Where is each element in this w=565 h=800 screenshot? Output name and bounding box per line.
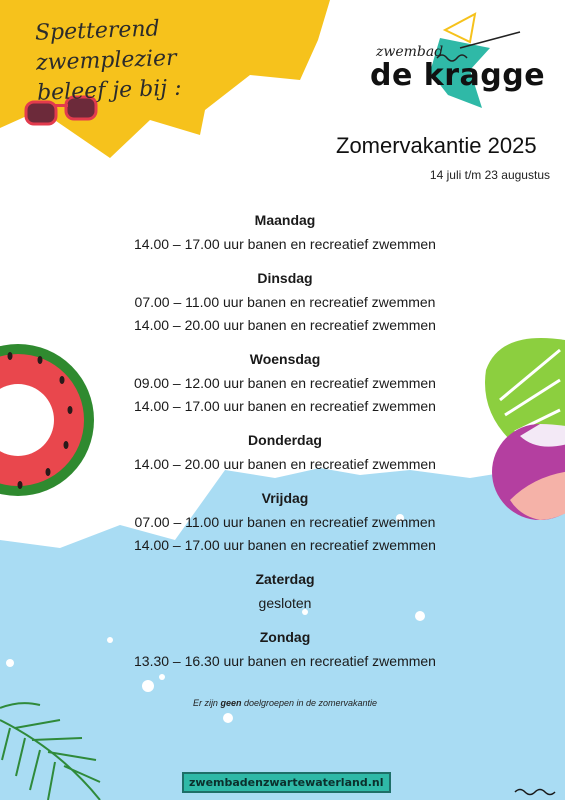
time-slot: 14.00 – 20.00 uur banen en recreatief zwemmen [134, 317, 436, 333]
schedule-day-thursday [0, 430, 565, 476]
footnote-emphasis: geen [220, 698, 242, 708]
schedule-day-saturday [0, 569, 565, 615]
schedule-day-friday [0, 488, 565, 557]
logo-main-text: de kragge [370, 58, 546, 93]
footnote-after: doelgroepen in de zomervakantie [241, 698, 378, 708]
time-slot: 14.00 – 17.00 uur banen en recreatief zwemmen [134, 236, 436, 252]
logo-small-text: zwembad [376, 44, 444, 60]
day-name: Dinsdag [257, 270, 313, 286]
website-link[interactable]: zwembadenzwartewaterland.nl [182, 772, 391, 793]
page-title: Zomervakantie 2025 [336, 133, 537, 158]
time-slot: 14.00 – 17.00 uur banen en recreatief zwemmen [134, 398, 436, 414]
time-slot: gesloten [258, 595, 312, 611]
schedule [0, 210, 565, 685]
tagline [35, 9, 308, 108]
schedule-day-tuesday [0, 268, 565, 337]
tagline-line-2: beleef je bij : [36, 75, 182, 106]
schedule-day-monday [0, 210, 565, 256]
time-slot: 13.30 – 16.30 uur banen en recreatief zwemmen [134, 653, 436, 669]
date-range: 14 juli t/m 23 augustus [429, 168, 550, 182]
day-name: Woensdag [249, 351, 321, 367]
day-name: Vrijdag [261, 490, 309, 506]
day-name: Maandag [254, 212, 316, 228]
footnote [0, 698, 565, 708]
time-slot: 09.00 – 12.00 uur banen en recreatief zwemmen [134, 375, 436, 391]
day-name: Donderdag [248, 432, 322, 448]
time-slot: 14.00 – 17.00 uur banen en recreatief zwemmen [134, 537, 436, 553]
schedule-day-wednesday [0, 349, 565, 418]
day-name: Zaterdag [255, 571, 315, 587]
time-slot: 07.00 – 11.00 uur banen en recreatief zwemmen [134, 514, 436, 530]
footnote-before: Er zijn [192, 698, 221, 708]
schedule-day-sunday [0, 627, 565, 673]
tagline-line-1: Spetterend zwemplezier [34, 16, 178, 76]
time-slot: 14.00 – 20.00 uur banen en recreatief zwemmen [134, 456, 436, 472]
day-name: Zondag [259, 629, 311, 645]
time-slot: 07.00 – 11.00 uur banen en recreatief zwemmen [134, 294, 436, 310]
